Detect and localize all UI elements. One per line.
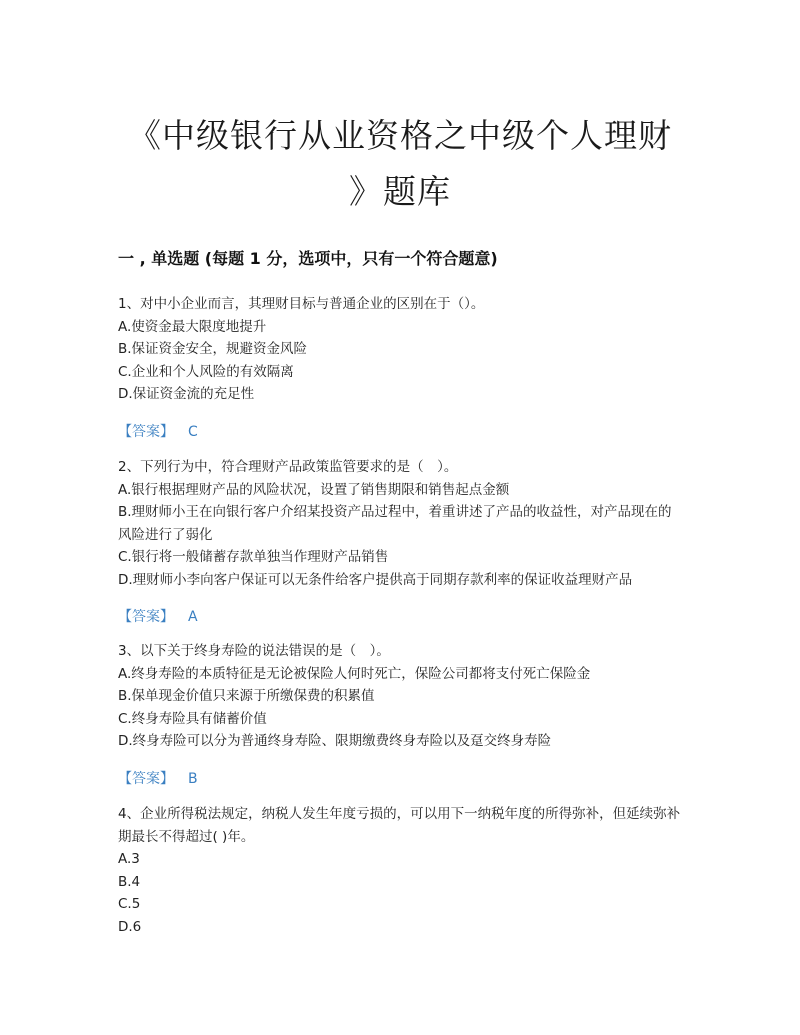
answer-label: 【答案】 bbox=[118, 609, 174, 625]
option-b: B.保单现金价值只来源于所缴保费的积累值 bbox=[118, 688, 375, 705]
option-b: B.4 bbox=[118, 873, 141, 890]
answer-3 bbox=[118, 768, 198, 788]
question-stem: 4、企业所得税法规定，纳税人发生年度亏损的，可以用下一纳税年度的所得弥补，但延续弥补期最长不得超过( )年。 bbox=[118, 806, 681, 845]
question-stem: 2、下列行为中，符合理财产品政策监管要求的是（ ）。 bbox=[118, 459, 458, 475]
option-c: C.企业和个人风险的有效隔离 bbox=[118, 363, 294, 380]
answer-value: A bbox=[188, 609, 198, 625]
option-c: C.5 bbox=[118, 896, 141, 913]
option-a: A.使资金最大限度地提升 bbox=[118, 318, 267, 335]
answer-label: 【答案】 bbox=[118, 771, 174, 787]
option-a: A.3 bbox=[118, 851, 140, 868]
section-heading: 一 , 单选题 (每题 1 分，选项中，只有一个符合题意) bbox=[118, 249, 498, 268]
option-b: B.理财师小王在向银行客户介绍某投资产品过程中，着重讲述了产品的收益性，对产品现在的风险进行了弱化 bbox=[118, 504, 672, 543]
question-3 bbox=[118, 640, 683, 753]
option-a: A.银行根据理财产品的风险状况，设置了销售期限和销售起点金额 bbox=[118, 481, 510, 498]
document-title-line-2: 》题库 bbox=[349, 172, 451, 211]
option-d: D.终身寿险可以分为普通终身寿险、限期缴费终身寿险以及趸交终身寿险 bbox=[118, 733, 552, 750]
option-d: D.6 bbox=[118, 918, 142, 935]
question-4 bbox=[118, 803, 683, 939]
answer-2 bbox=[118, 606, 198, 626]
question-stem: 3、以下关于终身寿险的说法错误的是（ ）。 bbox=[118, 643, 390, 659]
option-d: D.理财师小李向客户保证可以无条件给客户提供高于同期存款利率的保证收益理财产品 bbox=[118, 571, 633, 588]
document-title bbox=[100, 108, 700, 220]
document-title-line-1: 《中级银行从业资格之中级个人理财 bbox=[128, 116, 672, 155]
option-c: C.终身寿险具有储蓄价值 bbox=[118, 710, 267, 727]
option-b: B.保证资金安全，规避资金风险 bbox=[118, 341, 308, 358]
option-d: D.保证资金流的充足性 bbox=[118, 386, 255, 403]
question-1 bbox=[118, 293, 683, 406]
answer-label: 【答案】 bbox=[118, 424, 174, 440]
question-2 bbox=[118, 456, 683, 592]
option-a: A.终身寿险的本质特征是无论被保险人何时死亡，保险公司都将支付死亡保险金 bbox=[118, 665, 591, 682]
answer-1 bbox=[118, 421, 198, 441]
question-stem: 1、对中小企业而言，其理财目标与普通企业的区别在于（）。 bbox=[118, 296, 485, 312]
answer-value: C bbox=[188, 424, 198, 440]
option-c: C.银行将一般储蓄存款单独当作理财产品销售 bbox=[118, 549, 389, 566]
answer-value: B bbox=[188, 771, 198, 787]
